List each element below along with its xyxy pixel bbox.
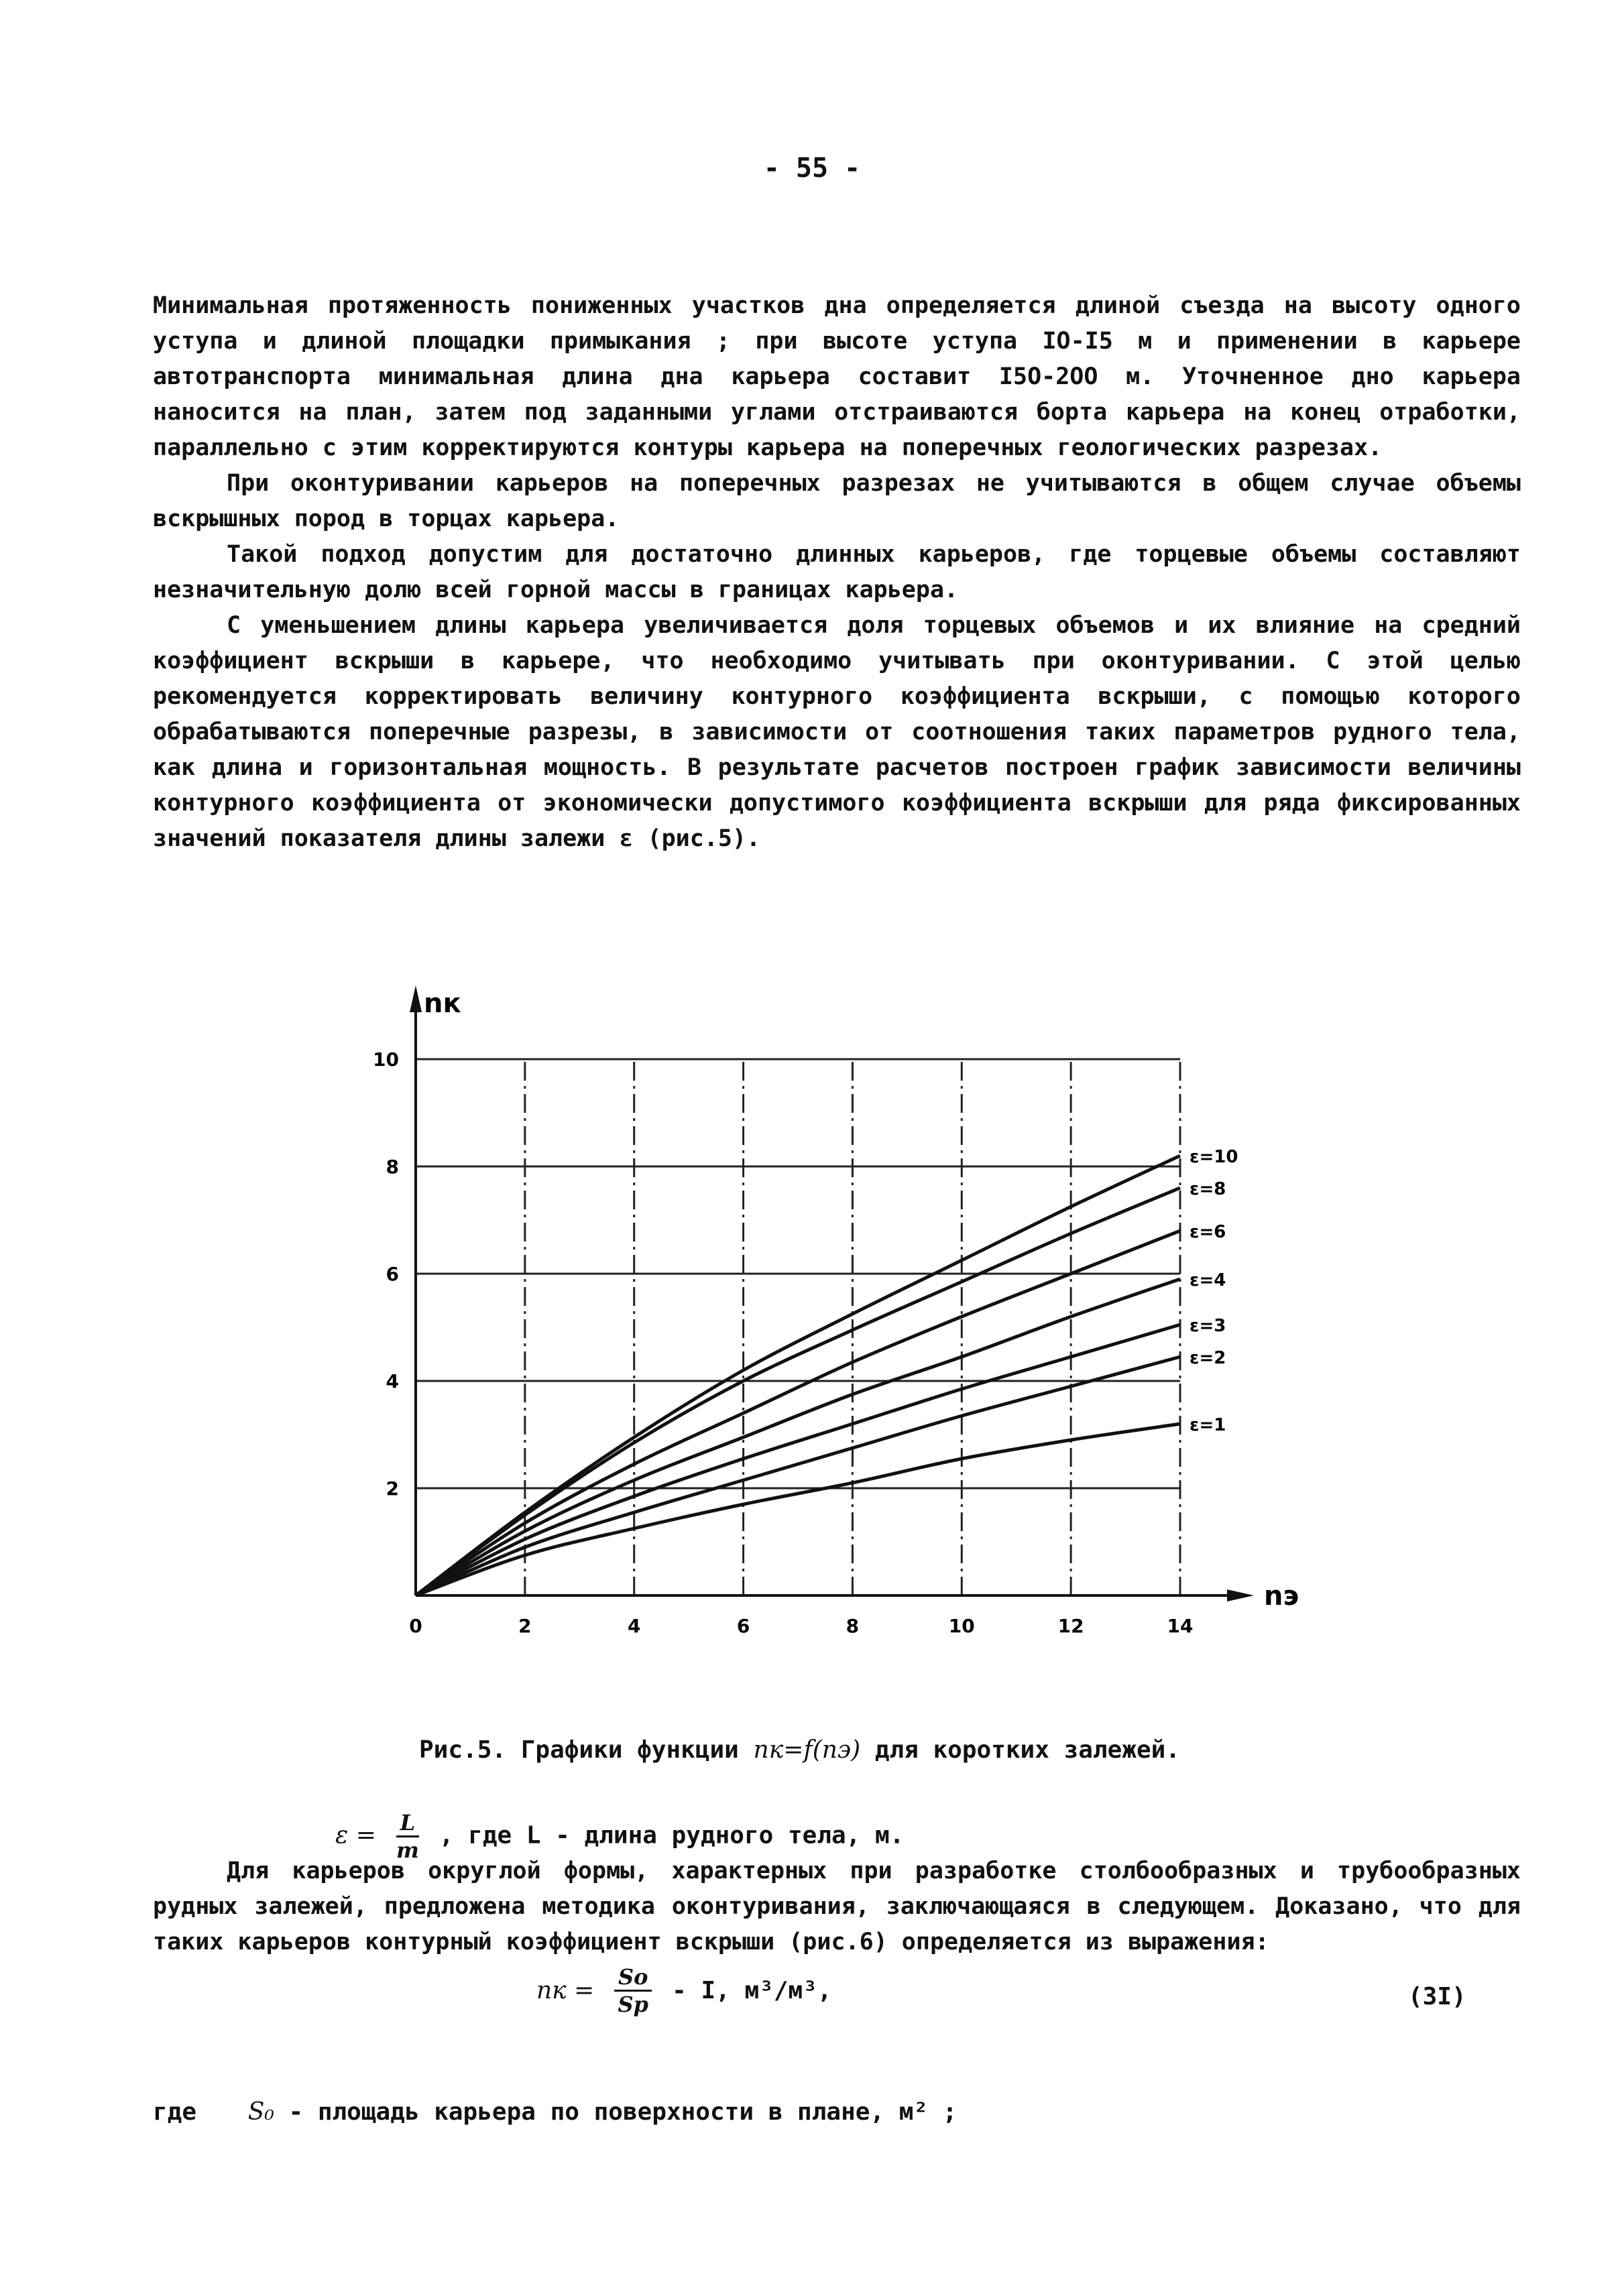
x-tick-label: 6 bbox=[736, 1615, 750, 1637]
caption-prefix: Рис.5. Графики функции bbox=[419, 1736, 739, 1764]
paragraph: Такой подход допустим для достаточно длинных карьеров, где торцевые объемы составляют незначительную долю всей горной массы в границах карьера. bbox=[153, 541, 1521, 603]
figure-caption bbox=[419, 1736, 1180, 1764]
y-tick-label: 4 bbox=[386, 1370, 399, 1392]
caption-suffix: для коротких залежей. bbox=[874, 1736, 1180, 1764]
series-label: ε=8 bbox=[1190, 1179, 1226, 1199]
y-tick-label: 8 bbox=[386, 1156, 399, 1178]
caption-formula: nк=f(nэ) bbox=[753, 1736, 861, 1764]
series-label: ε=10 bbox=[1190, 1147, 1238, 1167]
paragraph: С уменьшением длины карьера увеличивается доля торцевых объемов и их влияние на средний коэффициент вскрыши в карьере, что необходимо учитывать при оконтуривании. С этой целью рекомендуется корректировать величину контурного коэффициента вскрыши, с помощью которого обрабатываются поперечные разрезы, в зависимости от соотношения таких параметров рудного тела, как длина и горизонтальная мощность. В результате расчетов построен график зависимости величины контурного коэффициента от экономически допустимого коэффициента вскрыши для ряда фиксированных значений показателя длины залежи ε (рис.5). bbox=[153, 612, 1521, 852]
series-label: ε=3 bbox=[1190, 1316, 1226, 1336]
formula-tail: - I, м³/м³, bbox=[672, 1977, 832, 2004]
series-line bbox=[416, 1279, 1180, 1595]
x-axis-label: nэ bbox=[1264, 1581, 1299, 1612]
paragraph: Для карьеров округлой формы, характерных при разработке столбообразных и трубообразных рудных залежей, предложена методика оконтуривания, заключающаяся в следующем. Доказано, что для таких карьеров контурный коэффициент вскрыши (рис.6) определяется из выражения: bbox=[153, 1858, 1521, 1955]
fraction-numerator: Sо bbox=[614, 1964, 652, 1992]
series-label: ε=1 bbox=[1190, 1415, 1226, 1435]
where-line bbox=[153, 2098, 957, 2126]
formula-lhs: nк = bbox=[536, 1977, 595, 2004]
x-tick-label: 14 bbox=[1167, 1615, 1194, 1637]
epsilon-lhs: ε = bbox=[335, 1821, 376, 1850]
x-axis-arrow bbox=[1227, 1589, 1254, 1602]
where-text: - площадь карьера по поверхности в плане, м² ; bbox=[288, 2098, 958, 2126]
y-tick-label: 6 bbox=[386, 1263, 399, 1285]
x-tick-label: 8 bbox=[846, 1615, 860, 1637]
series-label: ε=6 bbox=[1190, 1222, 1226, 1242]
chart-svg bbox=[355, 965, 1321, 1649]
paragraph: При оконтуривании карьеров на поперечных разрезах не учитываются в общем случае объемы вскрышных пород в торцах карьера. bbox=[153, 470, 1521, 532]
epsilon-text: , где L - длина рудного тела, м. bbox=[439, 1821, 905, 1850]
y-tick-label: 2 bbox=[386, 1477, 399, 1500]
page-number: - 55 - bbox=[763, 153, 861, 184]
x-tick-label: 0 bbox=[409, 1615, 422, 1637]
x-tick-label: 4 bbox=[627, 1615, 641, 1637]
series-line bbox=[416, 1357, 1180, 1595]
where-symbol: S₀ bbox=[247, 2098, 274, 2126]
where-word: где bbox=[153, 2098, 197, 2126]
fraction-denominator: m bbox=[396, 1837, 419, 1863]
y-tick-label: 10 bbox=[373, 1048, 399, 1071]
equation-number: (3I) bbox=[1408, 1983, 1466, 2010]
series-label: ε=4 bbox=[1190, 1270, 1226, 1290]
series-label: ε=2 bbox=[1190, 1348, 1226, 1368]
body-text-2 bbox=[153, 1854, 1521, 1960]
fraction-denominator: Sр bbox=[618, 1992, 648, 2017]
x-tick-label: 10 bbox=[948, 1615, 975, 1637]
series-line bbox=[416, 1231, 1180, 1595]
formula-31 bbox=[536, 1964, 832, 2017]
y-axis-arrow bbox=[410, 985, 422, 1012]
fraction-numerator: L bbox=[396, 1810, 420, 1837]
x-tick-label: 12 bbox=[1057, 1615, 1084, 1637]
formula-fraction bbox=[614, 1964, 652, 2017]
y-axis-label: nк bbox=[424, 988, 461, 1019]
figure-5-chart bbox=[355, 965, 1321, 1649]
x-tick-label: 2 bbox=[518, 1615, 532, 1637]
body-text bbox=[153, 288, 1521, 857]
series-line bbox=[416, 1188, 1180, 1595]
paragraph: Минимальная протяженность пониженных участков дна определяется длиной съезда на высоту одного уступа и длиной площадки примыкания ; при высоте уступа IO-I5 м и применении в карьере автотранспорта минимальная длина дна карьера составит I5O-2OO м. Уточненное дно карьера наносится на план, затем под заданными углами отстраиваются борта карьера на конец отработки, параллельно с этим корректируются контуры карьера на поперечных геологических разрезах. bbox=[153, 292, 1521, 461]
